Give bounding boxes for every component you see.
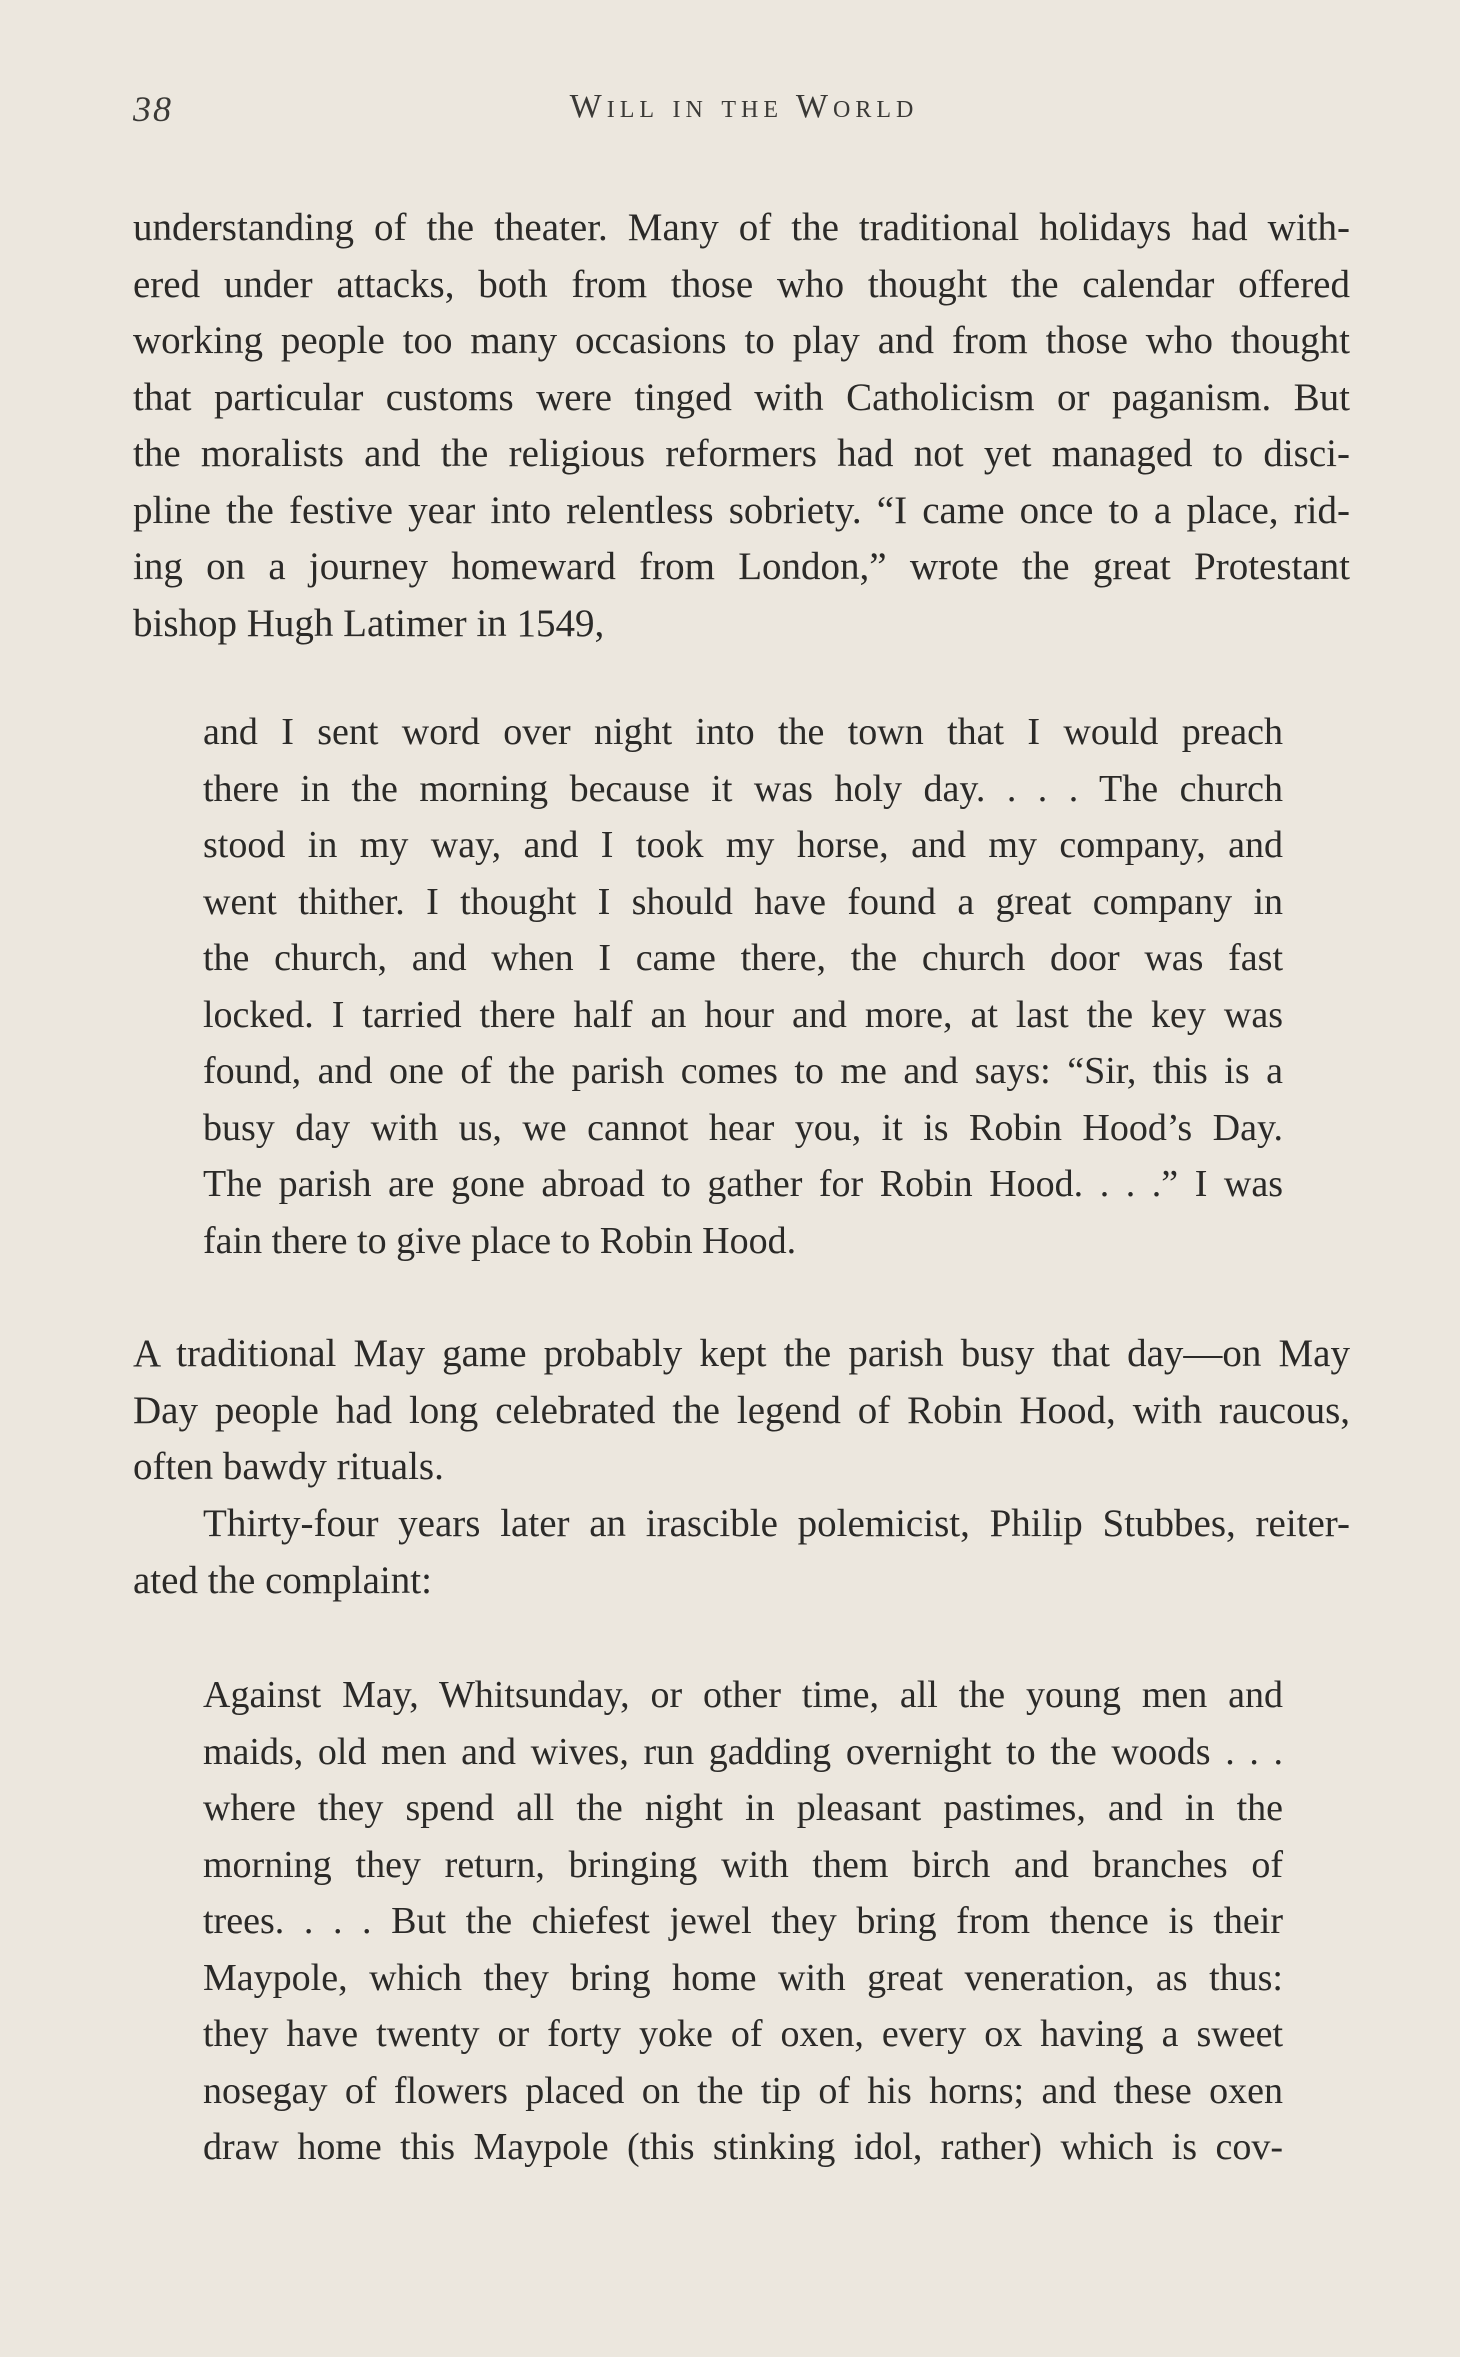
- text-line: ing on a journey homeward from London,” wrote the great Protestant: [133, 545, 1350, 588]
- quote-line: morning they return, bringing with them birch and branches of: [203, 1843, 1283, 1886]
- running-head: [133, 88, 1355, 138]
- quote-line: locked. I tarried there half an hour and more, at last the key was: [203, 993, 1283, 1036]
- text-line: bishop Hugh Latimer in 1549,: [133, 601, 605, 645]
- text-line: ated the complaint:: [133, 1558, 432, 1602]
- quote-line: they have twenty or forty yoke of oxen, every ox having a sweet: [203, 2013, 1283, 2055]
- block-quote-stubbes: [203, 1667, 1283, 2176]
- text-line: Day people had long celebrated the legend of Robin Hood, with raucous,: [133, 1388, 1350, 1432]
- quote-line: there in the morning because it was holy day. . . . The church: [203, 767, 1283, 810]
- text-line: ered under attacks, both from those who thought the calendar offered: [133, 262, 1350, 306]
- block-quote-latimer: [203, 704, 1283, 1269]
- text-line: Thirty-four years later an irascible polemicist, Philip Stubbes, reiter-: [203, 1502, 1350, 1545]
- quote-line: went thither. I thought I should have found a great company in: [203, 880, 1283, 923]
- quote-line: Maypole, which they bring home with great veneration, as thus:: [203, 1956, 1283, 1999]
- text-line: A traditional May game probably kept the parish busy that day—on May: [133, 1332, 1350, 1375]
- quote-line: found, and one of the parish comes to me and says: “Sir, this is a: [203, 1050, 1283, 1092]
- paragraph-1: [133, 200, 1350, 652]
- quote-line: The parish are gone abroad to gather for Robin Hood. . . .” I was: [203, 1163, 1283, 1205]
- quote-line: fain there to give place to Robin Hood.: [203, 1219, 797, 1262]
- quote-line: maids, old men and wives, run gadding overnight to the woods . . .: [203, 1730, 1283, 1773]
- paragraph-3: [133, 1496, 1350, 1609]
- quote-line: draw home this Maypole (this stinking idol, rather) which is cov-: [203, 2126, 1283, 2168]
- book-title: Will in the World: [569, 88, 919, 125]
- quote-line: trees. . . . But the chiefest jewel they bring from thence is their: [203, 1900, 1283, 1942]
- text-line: often bawdy rituals.: [133, 1445, 444, 1488]
- paragraph-2: [133, 1326, 1350, 1496]
- text-line: the moralists and the religious reformers had not yet managed to disci-: [133, 432, 1350, 475]
- quote-line: Against May, Whitsunday, or other time, all the young men and: [203, 1674, 1283, 1716]
- quote-line: and I sent word over night into the town that I would preach: [203, 711, 1283, 753]
- text-line: that particular customs were tinged with Catholicism or paganism. But: [133, 375, 1350, 419]
- text-line: pline the festive year into relentless sobriety. “I came once to a place, rid-: [133, 488, 1350, 532]
- text-line: working people too many occasions to play and from those who thought: [133, 319, 1350, 362]
- quote-line: the church, and when I came there, the church door was fast: [203, 937, 1283, 979]
- quote-line: where they spend all the night in pleasant pastimes, and in the: [203, 1787, 1283, 1829]
- quote-line: nosegay of flowers placed on the tip of his horns; and these oxen: [203, 2069, 1283, 2112]
- text-line: understanding of the theater. Many of the traditional holidays had with-: [133, 206, 1350, 249]
- quote-line: stood in my way, and I took my horse, and my company, and: [203, 824, 1283, 866]
- page-number: 38: [133, 89, 173, 129]
- quote-line: busy day with us, we cannot hear you, it is Robin Hood’s Day.: [203, 1106, 1283, 1149]
